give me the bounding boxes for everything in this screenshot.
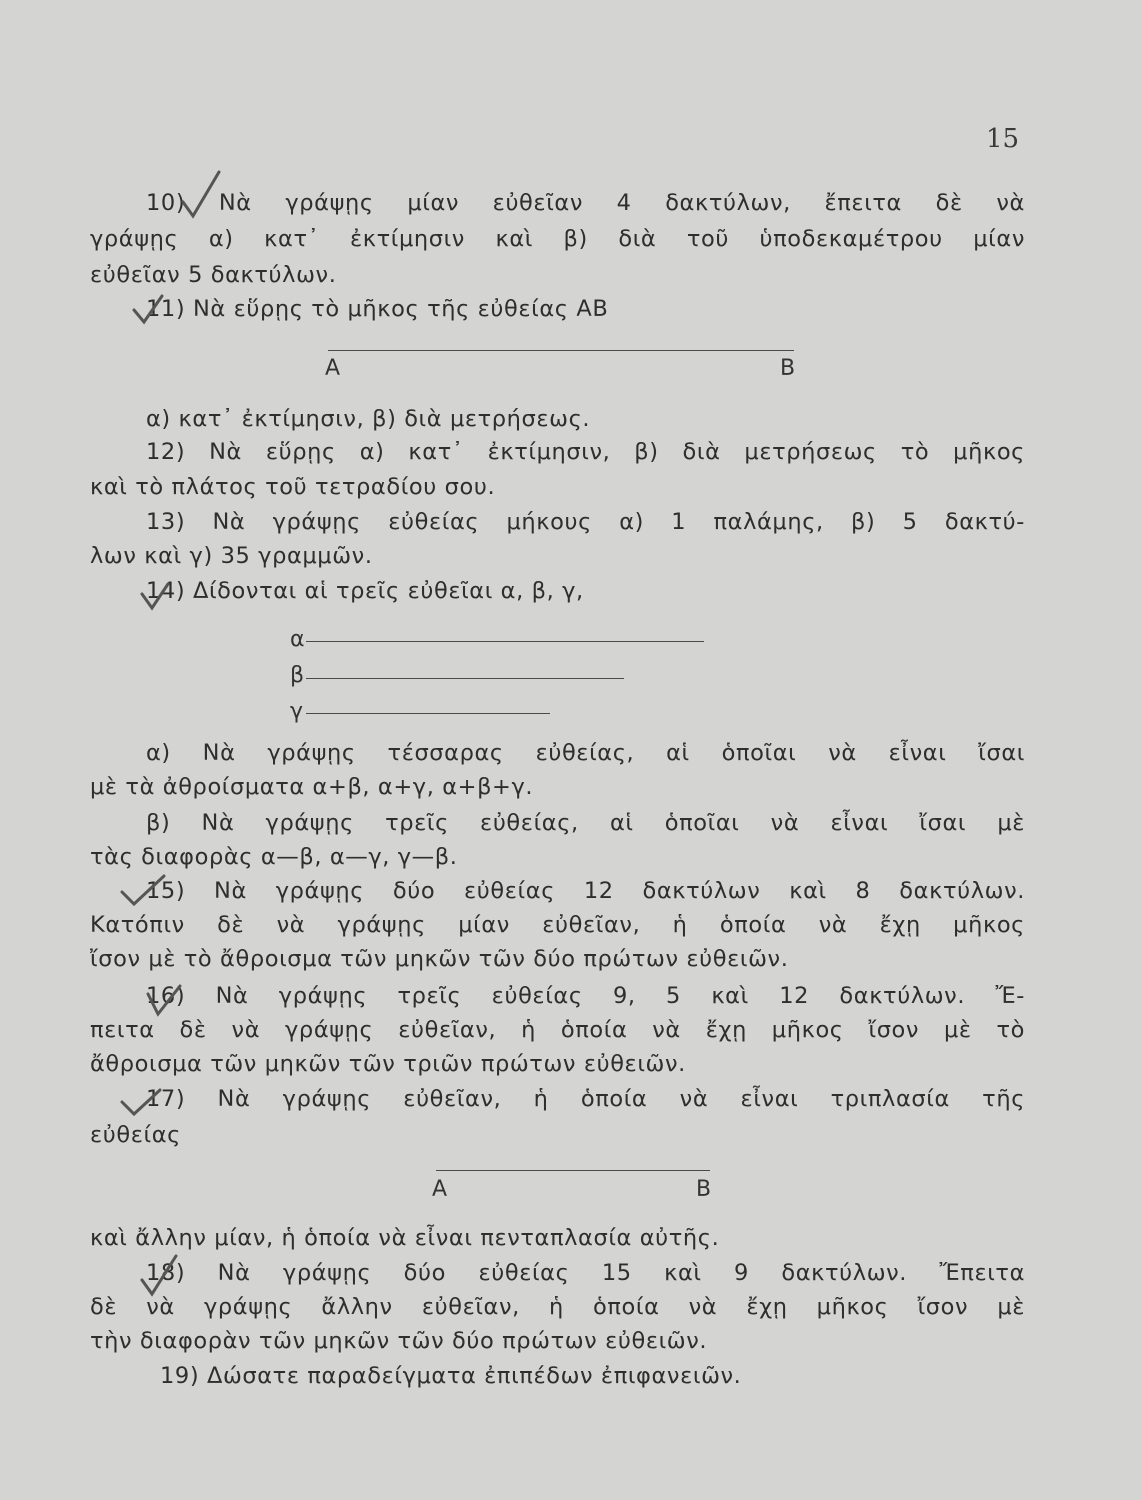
- point-b-label: Β: [696, 1177, 712, 1202]
- text-line: α) Νὰ γράψῃς τέσσαρας εὐθείας, αἱ ὁποῖαι νὰ εἶναι ἴσαι: [146, 740, 1025, 766]
- segment-alpha: [306, 641, 704, 642]
- pencil-check-icon: [175, 168, 225, 223]
- text-line: 17) Νὰ γράψῃς εὐθεῖαν, ἡ ὁποία νὰ εἶναι τριπλασία τῆς: [146, 1086, 1025, 1112]
- pencil-check-icon: [118, 1086, 164, 1122]
- text-line: Κατόπιν δὲ νὰ γράψῃς μίαν εὐθεῖαν, ἡ ὁποία νὰ ἔχῃ μῆκος: [90, 912, 1025, 938]
- segment-beta-label: β: [290, 663, 305, 688]
- segment-alpha-label: α: [290, 627, 305, 652]
- text-line: 13) Νὰ γράψῃς εὐθείας μήκους α) 1 παλάμης, β) 5 δακτύ-: [146, 509, 1025, 535]
- text-line: 11) Νὰ εὕρῃς τὸ μῆκος τῆς εὐθείας ΑΒ: [146, 296, 609, 322]
- segment-beta: [306, 678, 624, 679]
- segment-ab-short: [436, 1170, 710, 1171]
- text-line: ἄθροισμα τῶν μηκῶν τῶν τριῶν πρώτων εὐθειῶν.: [90, 1051, 686, 1077]
- text-line: ἴσον μὲ τὸ ἄθροισμα τῶν μηκῶν τῶν δύο πρώτων εὐθειῶν.: [90, 946, 789, 972]
- text-line: εὐθεῖαν 5 δακτύλων.: [90, 262, 337, 288]
- text-line: 10) Νὰ γράψῃς μίαν εὐθεῖαν 4 δακτύλων, ἔπειτα δὲ νὰ: [146, 190, 1025, 216]
- point-a-label: Α: [432, 1177, 448, 1202]
- text-line: 12) Νὰ εὕρῃς α) κατ᾿ ἐκτίμησιν, β) διὰ μετρήσεως τὸ μῆκος: [146, 439, 1025, 465]
- text-line: καὶ τὸ πλάτος τοῦ τετραδίου σου.: [90, 474, 496, 500]
- pencil-check-icon: [142, 982, 186, 1022]
- pencil-check-icon: [138, 580, 174, 616]
- point-b-label: Β: [780, 356, 796, 381]
- page-number: 15: [986, 124, 1020, 154]
- text-line: 14) Δίδονται αἱ τρεῖς εὐθεῖαι α, β, γ,: [146, 578, 584, 604]
- text-line: λων καὶ γ) 35 γραμμῶν.: [90, 543, 373, 569]
- text-line: καὶ ἄλλην μίαν, ἡ ὁποία νὰ εἶναι πενταπλασία αὐτῆς.: [90, 1225, 720, 1251]
- text-line: μὲ τὰ ἀθροίσματα α+β, α+γ, α+β+γ.: [90, 774, 534, 800]
- segment-ab: [328, 350, 794, 351]
- pencil-check-icon: [136, 1252, 182, 1300]
- text-line: εὐθείας: [90, 1122, 181, 1148]
- pencil-check-icon: [116, 872, 168, 912]
- pencil-check-icon: [128, 292, 168, 330]
- text-line: 18) Νὰ γράψῃς δύο εὐθείας 15 καὶ 9 δακτύλων. Ἔπειτα: [146, 1260, 1025, 1286]
- text-line: α) κατ᾿ ἐκτίμησιν, β) διὰ μετρήσεως.: [146, 406, 591, 432]
- segment-gamma-label: γ: [290, 699, 304, 724]
- text-line: 19) Δώσατε παραδείγματα ἐπιπέδων ἐπιφανειῶν.: [160, 1363, 742, 1389]
- text-line: δὲ νὰ γράψῃς ἄλλην εὐθεῖαν, ἡ ὁποία νὰ ἔχῃ μῆκος ἴσον μὲ: [90, 1294, 1025, 1320]
- text-line: β) Νὰ γράψῃς τρεῖς εὐθείας, αἱ ὁποῖαι νὰ εἶναι ἴσαι μὲ: [146, 810, 1025, 836]
- point-a-label: Α: [325, 356, 341, 381]
- text-line: πειτα δὲ νὰ γράψῃς εὐθεῖαν, ἡ ὁποία νὰ ἔχῃ μῆκος ἴσον μὲ τὸ: [90, 1017, 1025, 1043]
- text-line: 16) Νὰ γράψῃς τρεῖς εὐθείας 9, 5 καὶ 12 δακτύλων. Ἔ-: [146, 983, 1025, 1009]
- text-line: τὰς διαφορὰς α—β, α—γ, γ—β.: [90, 844, 458, 870]
- text-line: τὴν διαφορὰν τῶν μηκῶν τῶν δύο πρώτων εὐθειῶν.: [90, 1328, 708, 1354]
- segment-gamma: [306, 713, 550, 714]
- text-line: 15) Νὰ γράψῃς δύο εὐθείας 12 δακτύλων καὶ 8 δακτύλων.: [146, 878, 1025, 904]
- text-line: γράψῃς α) κατ᾿ ἐκτίμησιν καὶ β) διὰ τοῦ ὑποδεκαμέτρου μίαν: [90, 226, 1025, 252]
